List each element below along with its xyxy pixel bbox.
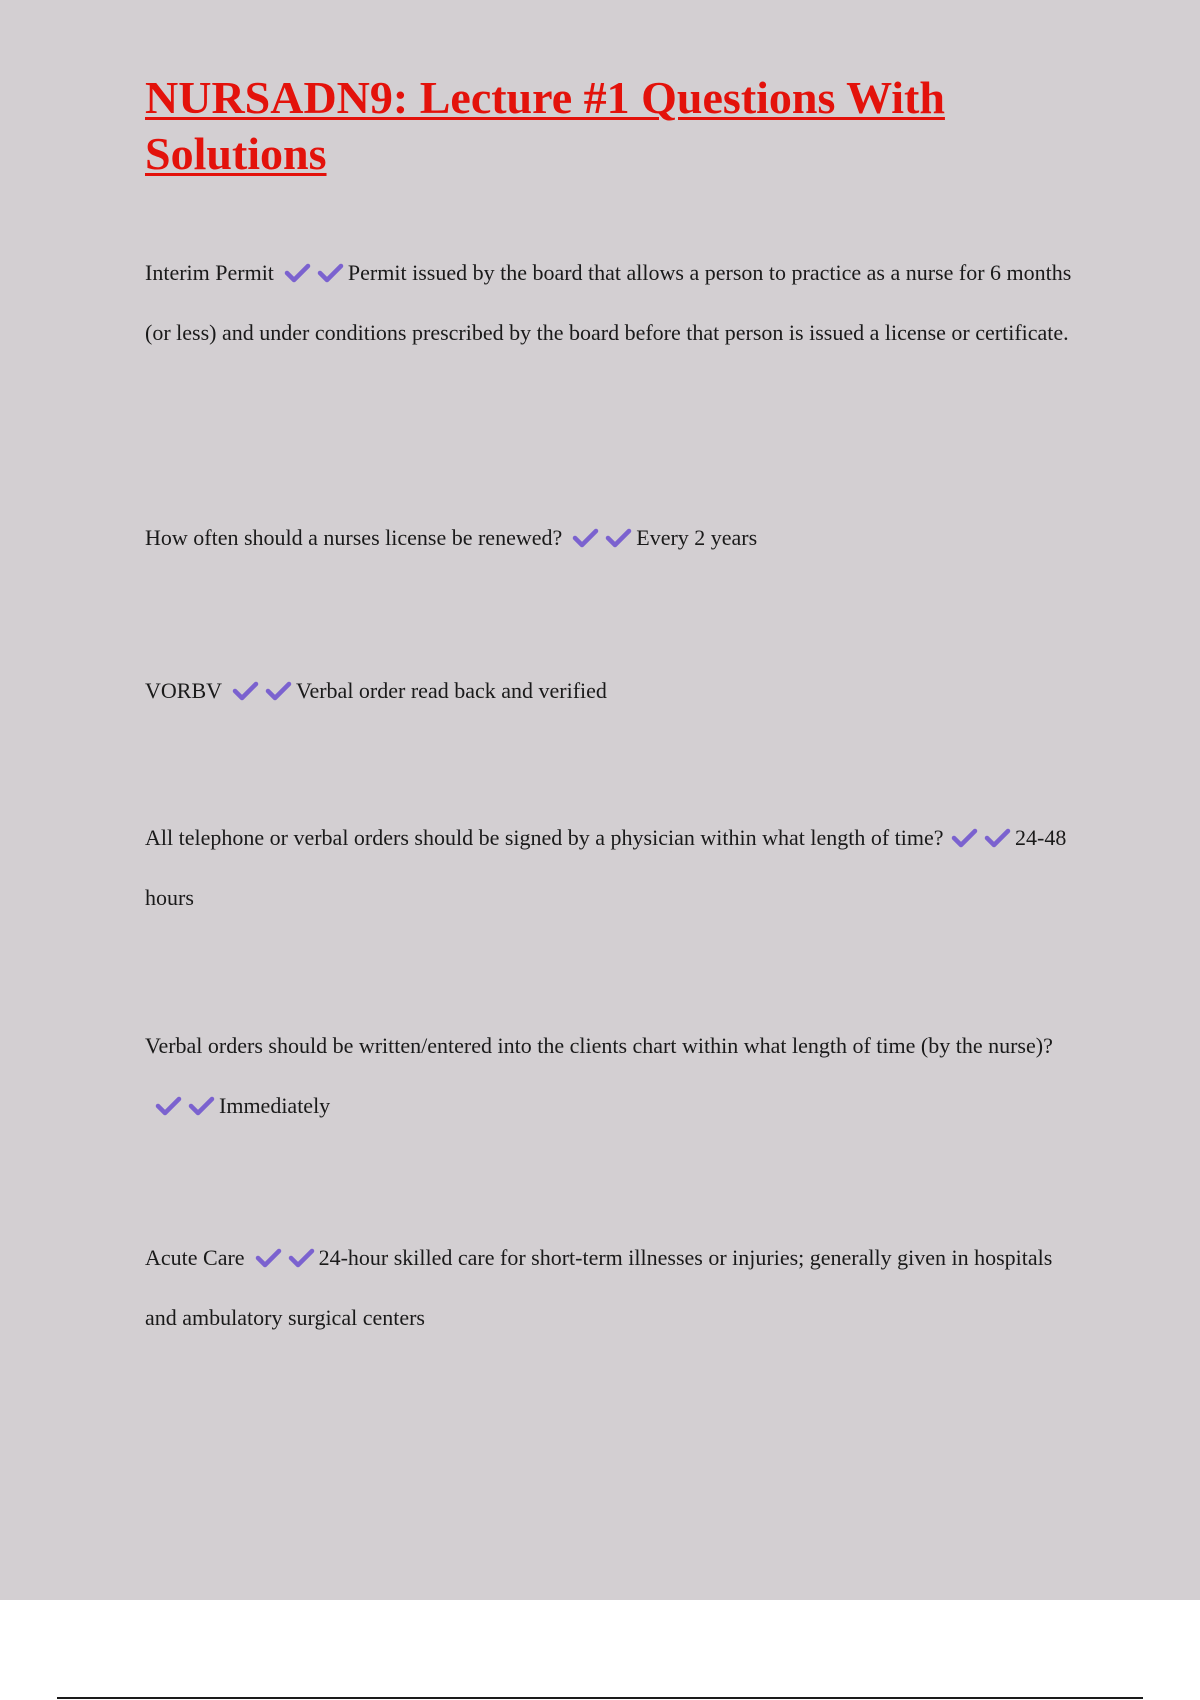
checkmarks xyxy=(284,263,344,283)
check-mark-icon xyxy=(951,828,978,848)
checkmarks xyxy=(232,681,292,701)
document-title: NURSADN9: Lecture #1 Questions With Solutions xyxy=(145,72,945,179)
answer-text: Immediately xyxy=(219,1093,331,1118)
qa-entry xyxy=(145,661,1080,721)
qa-entry xyxy=(145,1228,1080,1348)
checkmarks xyxy=(572,528,632,548)
question-text: VORBV xyxy=(145,678,223,703)
footer-divider xyxy=(57,1697,1143,1699)
check-mark-icon xyxy=(984,828,1011,848)
answer-text: Verbal order read back and verified xyxy=(296,678,607,703)
question-text: Interim Permit xyxy=(145,260,274,285)
checkmarks xyxy=(255,1248,315,1268)
question-text: How often should a nurses license be renewed? xyxy=(145,525,563,550)
qa-entry xyxy=(145,243,1080,363)
check-mark-icon xyxy=(188,1096,215,1116)
check-mark-icon xyxy=(288,1248,315,1268)
qa-entry xyxy=(145,808,1080,928)
qa-entry xyxy=(145,1016,1080,1136)
answer-text: Every 2 years xyxy=(636,525,758,550)
check-mark-icon xyxy=(232,681,259,701)
check-mark-icon xyxy=(572,528,599,548)
answer-text: 24-48 hours xyxy=(145,825,1067,910)
answer-text: 24-hour skilled care for short-term illnesses or injuries; generally given in hospitals and ambulatory surgical centers xyxy=(145,1245,1053,1330)
checkmarks xyxy=(951,828,1011,848)
question-text: Verbal orders should be written/entered into the clients chart within what length of time (by the nurse)? xyxy=(145,1033,1053,1058)
question-text: All telephone or verbal orders should be signed by a physician within what length of time? xyxy=(145,825,944,850)
check-mark-icon xyxy=(317,263,344,283)
check-mark-icon xyxy=(255,1248,282,1268)
check-mark-icon xyxy=(265,681,292,701)
question-text: Acute Care xyxy=(145,1245,245,1270)
checkmarks xyxy=(155,1096,215,1116)
answer-text: Permit issued by the board that allows a person to practice as a nurse for 6 months (or less) and under conditions prescribed by the board before that person is issued a license or certificate. xyxy=(145,260,1072,345)
qa-entry xyxy=(145,508,1080,568)
check-mark-icon xyxy=(155,1096,182,1116)
check-mark-icon xyxy=(605,528,632,548)
check-mark-icon xyxy=(284,263,311,283)
